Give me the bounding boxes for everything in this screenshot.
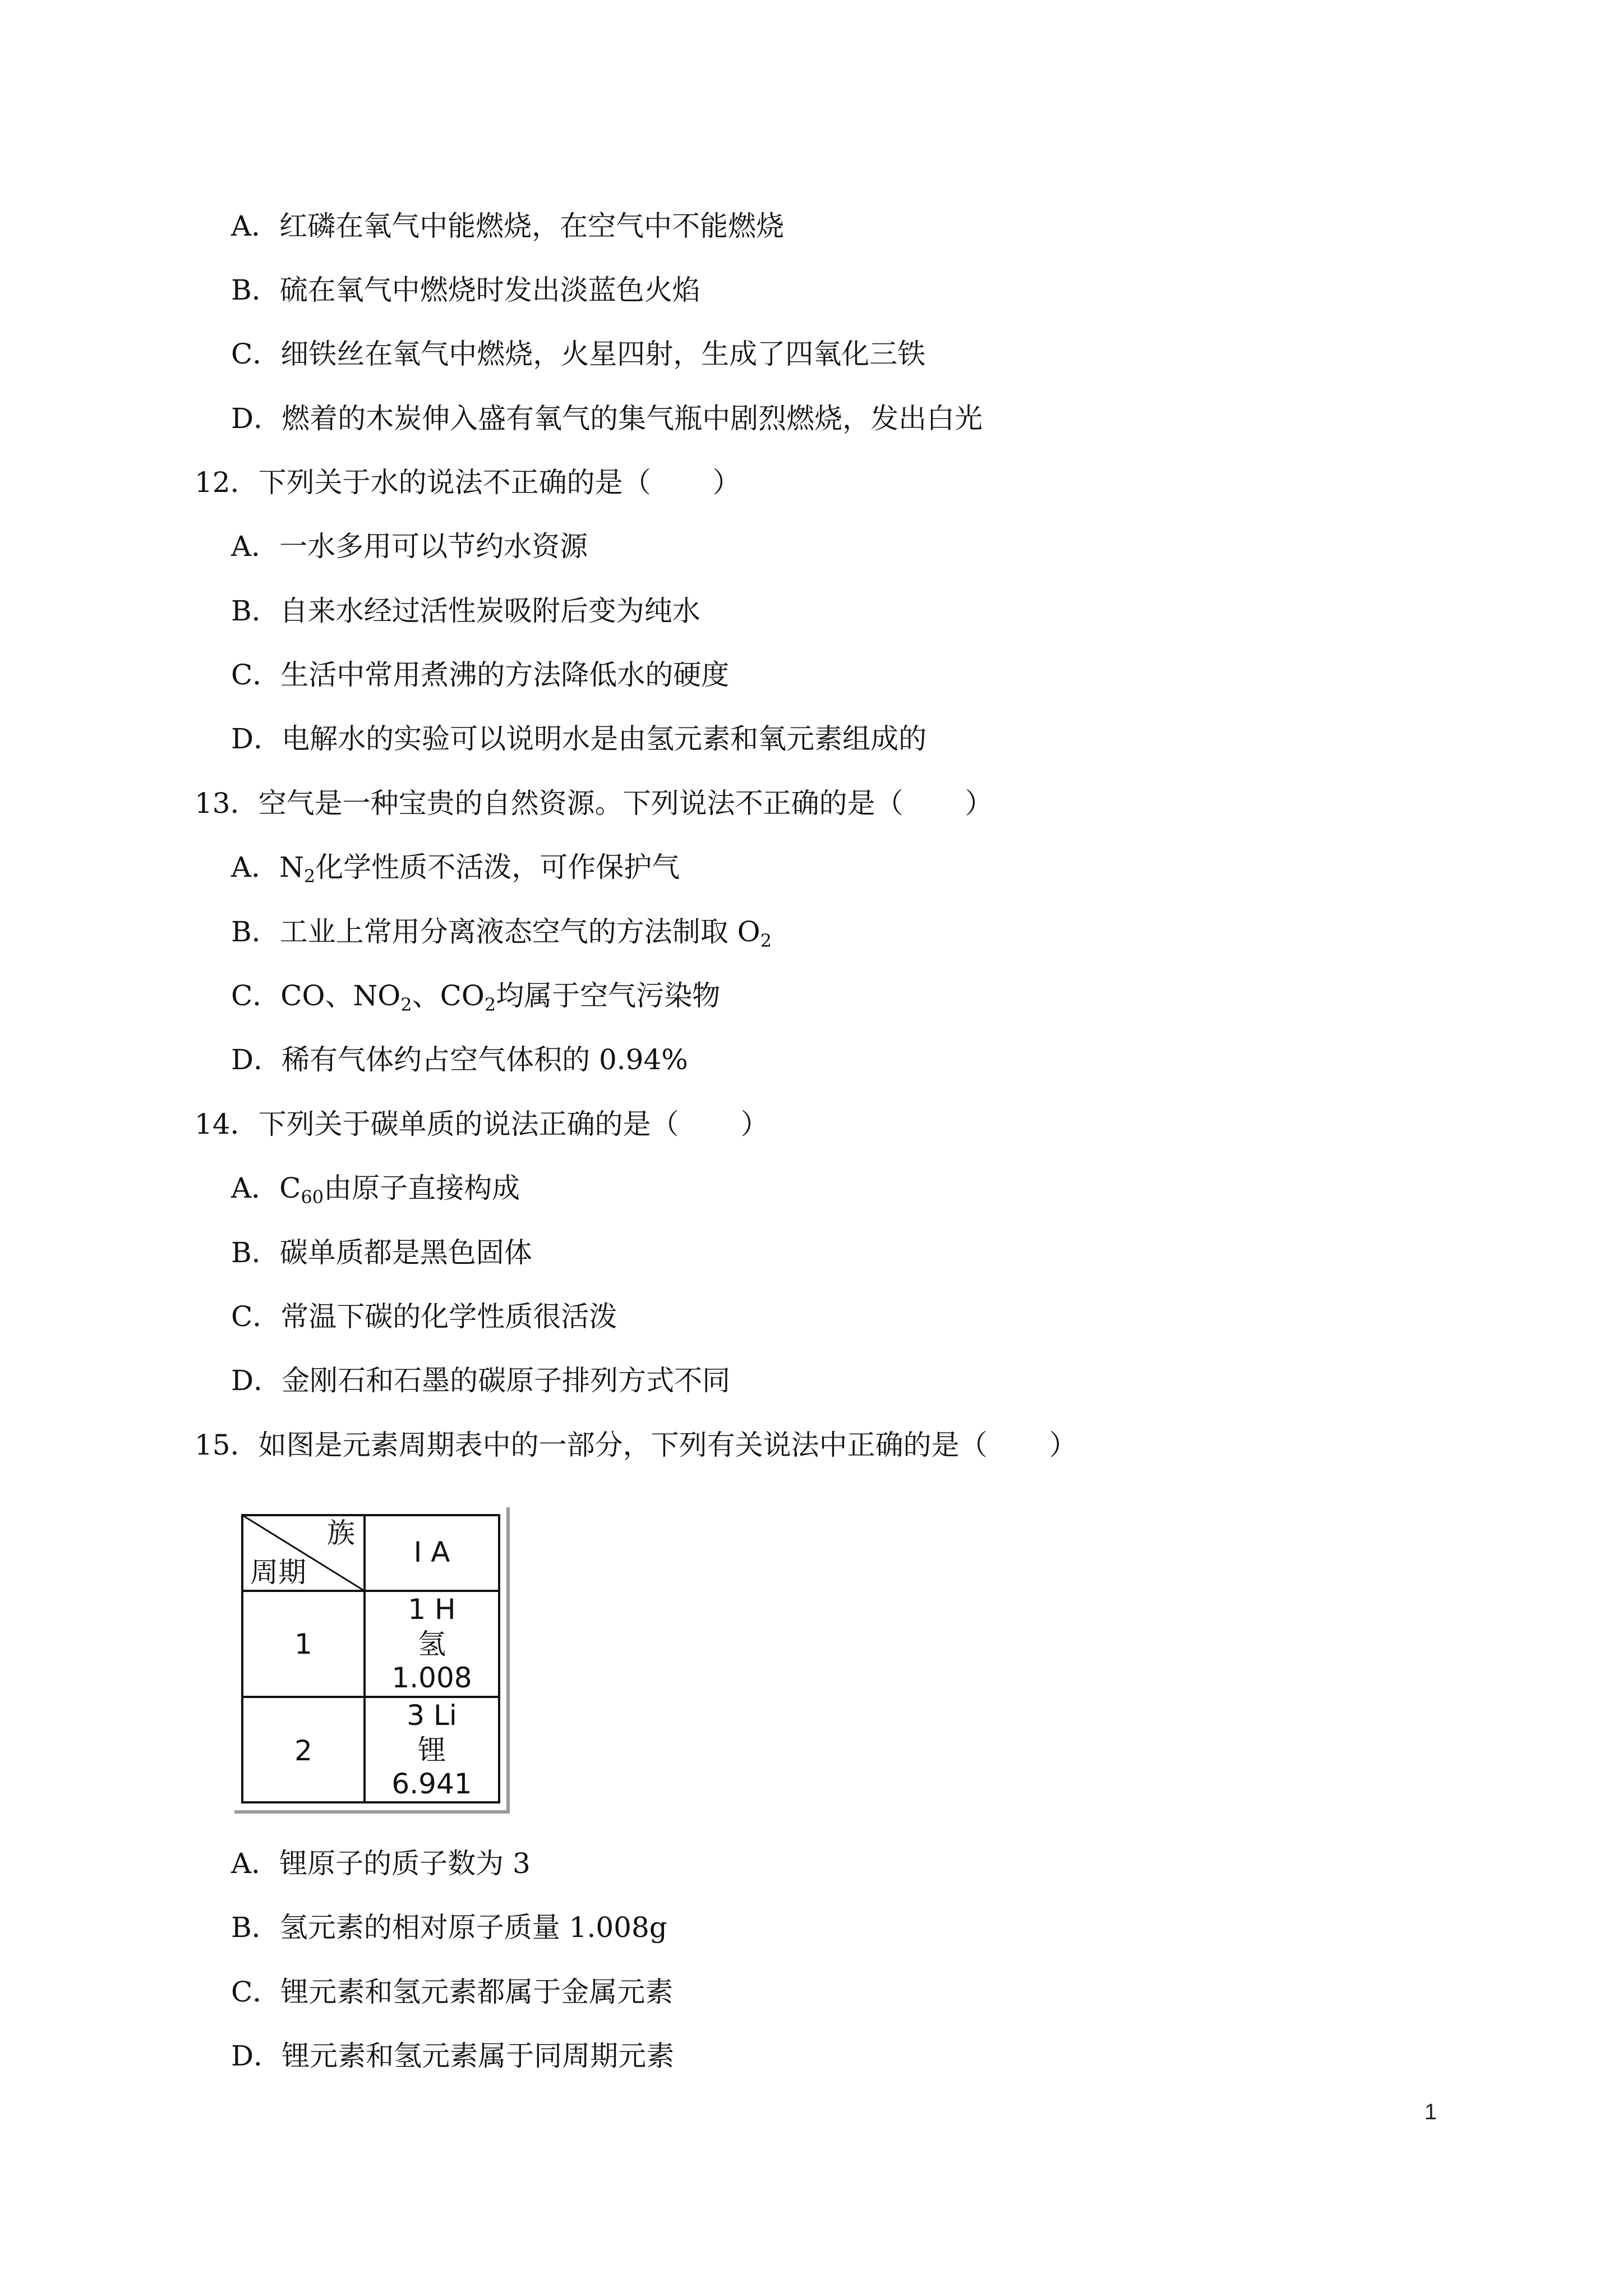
q15-option-a: A．锂原子的质子数为 3 xyxy=(231,1847,531,1880)
q13-c-subscript-2: 2 xyxy=(484,994,496,1015)
q13-c-subscript-1: 2 xyxy=(400,994,412,1015)
q15-option-b: B．氢元素的相对原子质量 1.008g xyxy=(231,1911,667,1944)
q14-stem-text: 14．下列关于碳单质的说法正确的是（ xyxy=(195,1108,679,1140)
q12-close-paren: ） xyxy=(712,466,741,499)
table-li-name: 锂 xyxy=(418,1734,446,1766)
q13-stem xyxy=(195,786,993,820)
table-group-label: I A xyxy=(413,1536,450,1568)
table-header-group: 族 xyxy=(327,1517,355,1549)
q13-stem-text: 13．空气是一种宝贵的自然资源。下列说法不正确的是（ xyxy=(195,787,903,820)
table-period-1: 1 xyxy=(294,1628,312,1660)
q12-option-b: B．自来水经过活性炭吸附后变为纯水 xyxy=(231,595,700,627)
q11-option-d: D．燃着的木炭伸入盛有氧气的集气瓶中剧烈燃烧，发出白光 xyxy=(231,402,983,435)
q13-c-mid: 、CO xyxy=(412,979,485,1012)
q14-close-paren: ） xyxy=(740,1108,769,1140)
q13-close-paren: ） xyxy=(965,787,993,820)
q14-option-b: B．碳单质都是黑色固体 xyxy=(231,1236,532,1269)
q14-option-a xyxy=(231,1171,520,1208)
q11-option-c: C．细铁丝在氧气中燃烧，火星四射，生成了四氧化三铁 xyxy=(231,338,926,370)
periodic-table-figure xyxy=(234,1507,510,1814)
table-period-2: 2 xyxy=(294,1734,312,1767)
q13-a-text: 化学性质不活泼，可作保护气 xyxy=(315,851,680,884)
q13-option-c xyxy=(231,979,720,1013)
q14-option-d: D．金刚石和石墨的碳原子排列方式不同 xyxy=(231,1364,731,1397)
q15-option-d: D．锂元素和氢元素属于同周期元素 xyxy=(231,2040,675,2072)
q11-option-a: A．红磷在氧气中能燃烧，在空气中不能燃烧 xyxy=(231,210,785,242)
q12-stem-text: 12．下列关于水的说法不正确的是（ xyxy=(195,466,651,499)
q13-option-d: D．稀有气体约占空气体积的 0.94% xyxy=(231,1043,688,1076)
q12-stem xyxy=(195,466,741,499)
q14-a-subscript: 60 xyxy=(301,1186,324,1208)
q15-stem xyxy=(195,1428,1077,1462)
q12-option-d: D．电解水的实验可以说明水是由氢元素和氧元素组成的 xyxy=(231,723,927,755)
q13-a-subscript: 2 xyxy=(303,866,316,887)
q13-option-a xyxy=(231,850,680,887)
q11-option-b: B．硫在氧气中燃烧时发出淡蓝色火焰 xyxy=(231,274,700,306)
table-h-mass: 1.008 xyxy=(391,1662,472,1694)
table-h-symbol: 1 H xyxy=(408,1593,456,1626)
table-header-period: 周期 xyxy=(250,1556,306,1589)
q15-option-c: C．锂元素和氢元素都属于金属元素 xyxy=(231,1976,674,2008)
q13-a-prefix: A．N xyxy=(231,851,304,884)
q13-b-text: B．工业上常用分离液态空气的方法制取 O xyxy=(231,915,760,948)
q15-close-paren: ） xyxy=(1049,1429,1077,1461)
q14-option-c: C．常温下碳的化学性质很活泼 xyxy=(231,1300,617,1333)
table-li-symbol: 3 Li xyxy=(407,1699,457,1732)
q12-option-c: C．生活中常用煮沸的方法降低水的硬度 xyxy=(231,659,730,691)
q12-option-a: A．一水多用可以节约水资源 xyxy=(231,530,588,563)
q15-stem-text: 15．如图是元素周期表中的一部分，下列有关说法中正确的是（ xyxy=(195,1429,988,1461)
q13-b-subscript: 2 xyxy=(760,930,772,951)
table-h-name: 氢 xyxy=(418,1628,446,1660)
page-number: 1 xyxy=(1424,2100,1437,2124)
q13-c-text: 均属于空气污染物 xyxy=(496,979,721,1012)
q13-c-prefix: C．CO、NO xyxy=(231,979,401,1012)
q13-option-b xyxy=(231,915,772,949)
table-li-mass: 6.941 xyxy=(391,1768,472,1800)
q14-a-prefix: A．C xyxy=(231,1172,301,1204)
q14-stem xyxy=(195,1107,769,1141)
q14-a-text: 由原子直接构成 xyxy=(324,1172,520,1204)
